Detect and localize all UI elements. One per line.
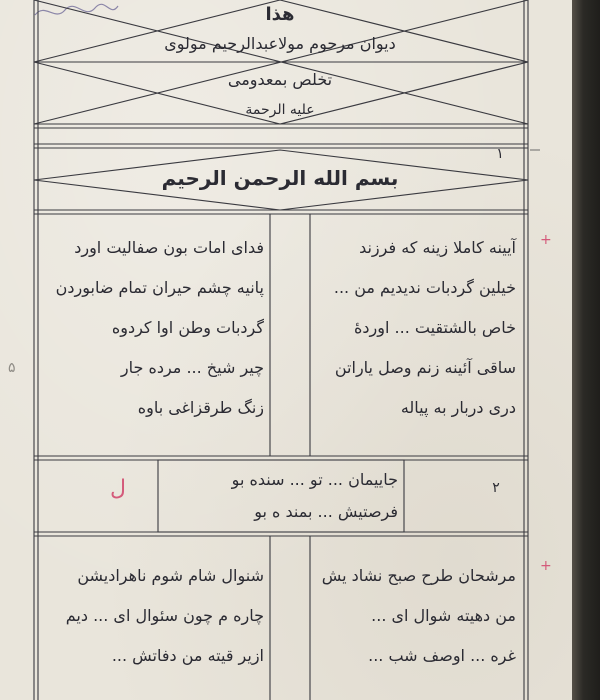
block2-line-2: فرصتیش ... بمند ه بو	[254, 502, 398, 521]
verse-line: چاره م چون سئوال ای ... دیم	[65, 606, 264, 625]
verse-line: من دهیته شوال ای ...	[371, 606, 516, 625]
verse-line: شنوال شام شوم ناهرادیشن	[77, 566, 264, 585]
verse-line: ساقی آئینه زنم وصل یاراتن	[334, 358, 516, 377]
pink-mark-right-top: +	[540, 232, 552, 248]
block1-left-column	[40, 238, 264, 438]
block2-number: ۲	[492, 480, 500, 496]
verse-line: خاص بالشتقیت ... اوردهٔ	[354, 318, 516, 337]
block3-left-column	[40, 566, 264, 686]
verse-line: خیلین گردبات ندیدیم من ...	[333, 278, 516, 297]
header-top-word: هذا	[265, 4, 295, 25]
block1-right-column	[316, 238, 516, 438]
pink-mark-middle: ل	[110, 476, 126, 501]
bismillah: بسم الله الرحمن الرحیم	[161, 166, 399, 190]
verse-line: پانیه چشم حیران تمام ضابوردن	[55, 278, 264, 297]
verse-line: آیینه کاملا زینه که فرزند	[359, 238, 516, 257]
verse-line: زنگ طرقزاغی باوه	[137, 398, 264, 417]
header-line-3: علیه الرحمة	[245, 102, 315, 118]
pink-mark-right-bottom: +	[540, 558, 552, 574]
book-spine-edge	[572, 0, 600, 700]
verse-line: فدای امات بون صفالیت اورد	[74, 238, 264, 257]
pencil-mark-left: ۵	[8, 360, 16, 376]
header-line-2: تخلص بمعدومی	[227, 70, 333, 89]
page-number: ۱	[496, 146, 504, 162]
verse-line: ازیر قیته من دفاتش ...	[111, 646, 264, 665]
block3-right-column	[316, 566, 516, 686]
verse-line: مرشحان طرح صبح نشاد یش	[321, 566, 516, 585]
verse-line: دری دربار به پیاله	[400, 398, 516, 417]
verse-line: چیر شیخ ... مرده جار	[120, 358, 264, 377]
header-line-1: دیوان مرحوم مولاعبدالرحیم مولوی	[164, 34, 396, 53]
block2-line-1: جاییمان ... تو ... سنده بو	[231, 470, 398, 489]
verse-line: گردبات وطن اوا کردوه	[111, 318, 264, 337]
verse-line: غره ... اوصف شب ...	[368, 646, 516, 665]
